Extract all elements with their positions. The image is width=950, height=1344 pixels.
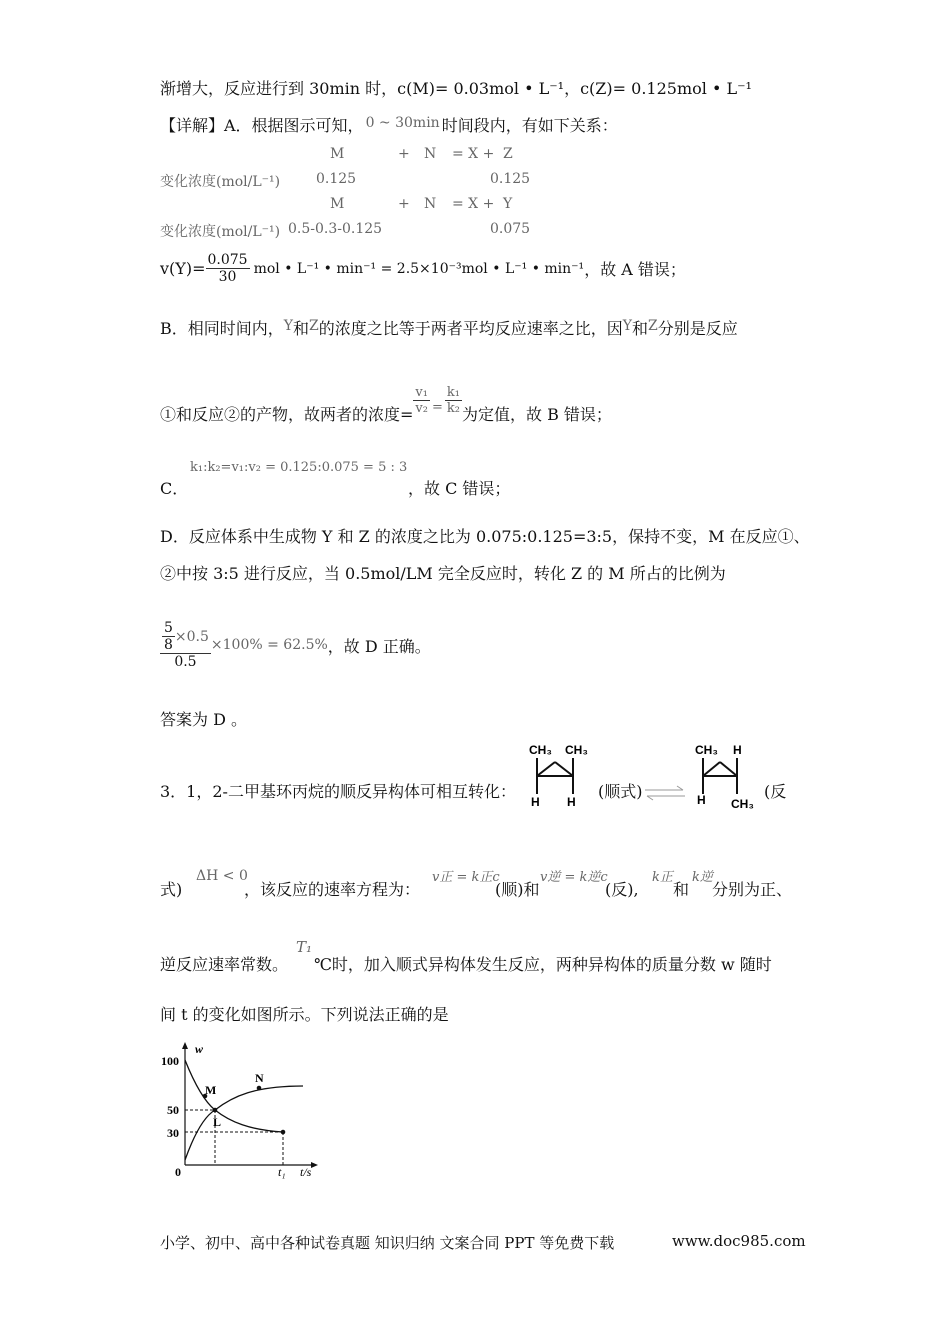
c-formula: k₁:k₂=v₁:v₂ = 0.125:0.075 = 5 : 3 (190, 460, 408, 475)
b-y2: Y (622, 318, 633, 334)
d-big-den: 0.5 (160, 653, 211, 670)
b-and2: 和 (632, 319, 649, 338)
point-L-label: L (213, 1115, 222, 1129)
trans-curve (185, 1086, 303, 1160)
d-line2: ②中按 3:5 进行反应，当 0.5mol/LM 完全反应时，转化 Z 的 M 所占的比例为 (160, 564, 726, 583)
d-inner-den: 8 (164, 637, 173, 653)
trans-label: (反 (764, 782, 787, 801)
table-row2-value1: 0.125 (316, 171, 357, 187)
b-v-fraction (413, 385, 430, 416)
b-line1-a: B．相同时间内， (160, 319, 284, 338)
footer-left: 小学、初中、高中各种试卷真题 知识归纳 文案合同 PPT 等免费下载 (160, 1234, 615, 1252)
table-row1-eq: = X + (452, 146, 495, 162)
cis-label: (顺式) (598, 782, 643, 801)
d-rest: ×100% = 62.5% (210, 637, 328, 653)
d-mult: ×0.5 (174, 628, 209, 645)
table-row2-label: 变化浓度(mol/L⁻¹) (160, 174, 281, 190)
y-tick-100: 100 (161, 1054, 179, 1068)
point-N-marker (257, 1086, 262, 1091)
table-row3-N: N (424, 196, 437, 212)
b-and: 和 (293, 319, 310, 338)
table-row1-plus: + (398, 146, 410, 162)
mass-fraction-graph (155, 1040, 325, 1184)
q3-line2-c: 分别为正、 (712, 880, 793, 899)
table-row3-Y: Y (503, 196, 513, 212)
table-row1-Z: Z (503, 146, 513, 162)
vy-numerator: 0.075 (207, 252, 248, 268)
b-k-fraction (445, 385, 462, 416)
detail-prefix: 【详解】A．根据图示可知， (160, 116, 364, 135)
table-row3-eq: = X + (452, 196, 495, 212)
b-line2: ①和反应②的产物，故两者的浓度= $\frac{\text{v₁}}{\text{v₂}}$ = $\frac{\text{k₁}}{\text{k₂}}$ 为定值，故 B 错误； (160, 385, 612, 424)
table-row4-value2: 0.075 (490, 221, 531, 237)
k-and: 和 (673, 880, 690, 899)
vy-prefix: v(Y)= (160, 259, 206, 278)
table-row3-plus: + (398, 196, 410, 212)
q3-line3-a: 逆反应速率常数。 (160, 955, 289, 974)
b-v1: v₁ (415, 385, 428, 400)
x-axis-arrow-icon (311, 1162, 318, 1168)
q3-prefix: 3．1，2-二甲基环丙烷的顺反异构体可相互转化： (160, 782, 516, 801)
table-row4-label: 变化浓度(mol/L⁻¹) (160, 224, 281, 240)
d-inner-fraction (162, 620, 175, 653)
d-big-fraction (160, 620, 211, 670)
cis-h-right: H (567, 795, 576, 808)
b-line2-b: 为定值，故 B 错误； (461, 405, 612, 424)
cis-paren: (顺)和 (495, 880, 540, 899)
k-forward: k正 (652, 870, 673, 885)
c-label: C． (160, 479, 189, 498)
point-L-marker (213, 1108, 218, 1113)
q3-line4: 间 t 的变化如图所示。下列说法正确的是 (160, 1005, 449, 1024)
detail-a-line (160, 113, 618, 136)
footer-link[interactable]: www.doc985.com (672, 1232, 806, 1250)
q3-line2-a: 式) (160, 880, 183, 899)
trans-structure (693, 740, 763, 814)
cis-ch3-right: CH₃ (565, 743, 588, 757)
table-row3-M: M (330, 196, 345, 212)
q3-line3-b: ℃时，加入顺式异构体发生反应，两种异构体的质量分数 w 随时 (314, 955, 772, 974)
cis-curve (185, 1060, 283, 1132)
point-N-label: N (255, 1071, 264, 1085)
b-v2: v₂ (415, 401, 428, 416)
table-row4-value1: 0.5-0.3-0.125 (288, 221, 383, 237)
vy-formula (160, 252, 686, 285)
answer-line: 答案为 D 。 (160, 710, 248, 729)
time-interval: 0 ~ 30min (365, 115, 440, 131)
equilibrium-arrow-icon (643, 782, 687, 810)
intro-line: 渐增大，反应进行到 30min 时，c(M)= 0.03mol • L⁻¹，c(Z)= 0.125mol • L⁻¹ (160, 79, 752, 98)
b-line1-b: 的浓度之比等于两者平均反应速率之比，因 (318, 319, 623, 338)
d-inner-num: 5 (164, 620, 173, 636)
trans-ch3-top: CH₃ (695, 743, 718, 757)
table-row1-N: N (424, 146, 437, 162)
point-M-label: M (205, 1083, 217, 1097)
rev-paren: (反), (605, 880, 639, 899)
b-z2: Z (648, 318, 658, 334)
vy-fraction (206, 252, 250, 285)
vy-denominator: 30 (206, 268, 250, 285)
table-row2-value2: 0.125 (490, 171, 531, 187)
trans-h-top: H (733, 743, 742, 757)
b-line2-a: ①和反应②的产物，故两者的浓度= (160, 405, 414, 424)
b-line1-c: 分别是反应 (657, 319, 738, 338)
q3-line2-b: ，该反应的速率方程为： (244, 880, 421, 899)
detail-suffix: 时间段内，有如下关系： (441, 116, 618, 135)
d-suffix: ，故 D 正确。 (327, 636, 431, 656)
d-fraction-formula (160, 620, 431, 670)
delta-h: ΔH < 0 (196, 868, 248, 884)
temperature-t1: T₁ (296, 938, 313, 956)
cis-structure (527, 740, 593, 812)
y-tick-50: 50 (167, 1103, 179, 1117)
c-suffix: ，故 C 错误； (408, 479, 511, 498)
rate-reverse: v逆 = k逆c (540, 870, 608, 885)
d-line1: D．反应体系中生成物 Y 和 Z 的浓度之比为 0.075:0.125=3:5，保持不变，M 在反应①、 (160, 527, 810, 546)
vy-suffix: ，故 A 错误； (584, 260, 686, 279)
point-t1-marker (281, 1130, 286, 1135)
y-axis-label: w (195, 1042, 204, 1056)
trans-h-bottom: H (697, 793, 706, 807)
cis-h-left: H (531, 795, 540, 808)
x-axis-label: t/s (300, 1165, 312, 1179)
origin-label: 0 (175, 1165, 181, 1179)
b-z: Z (309, 318, 319, 334)
trans-ch3-bottom: CH₃ (731, 797, 754, 810)
k-reverse: k逆 (692, 870, 713, 885)
b-y: Y (283, 318, 294, 334)
vy-unit: mol • L⁻¹ • min⁻¹ = 2.5×10⁻³mol • L⁻¹ • min⁻¹ (253, 260, 585, 277)
cis-ch3-left: CH₃ (529, 743, 552, 757)
b-k2: k₂ (446, 401, 460, 416)
b-line1 (160, 316, 738, 339)
y-axis-arrow-icon (182, 1042, 188, 1049)
b-k1: k₁ (446, 385, 460, 400)
table-row1-M: M (330, 146, 345, 162)
rate-forward: v正 = k正c (432, 870, 500, 885)
y-tick-30: 30 (167, 1126, 179, 1140)
x-tick-t1: t₁ (278, 1165, 286, 1179)
